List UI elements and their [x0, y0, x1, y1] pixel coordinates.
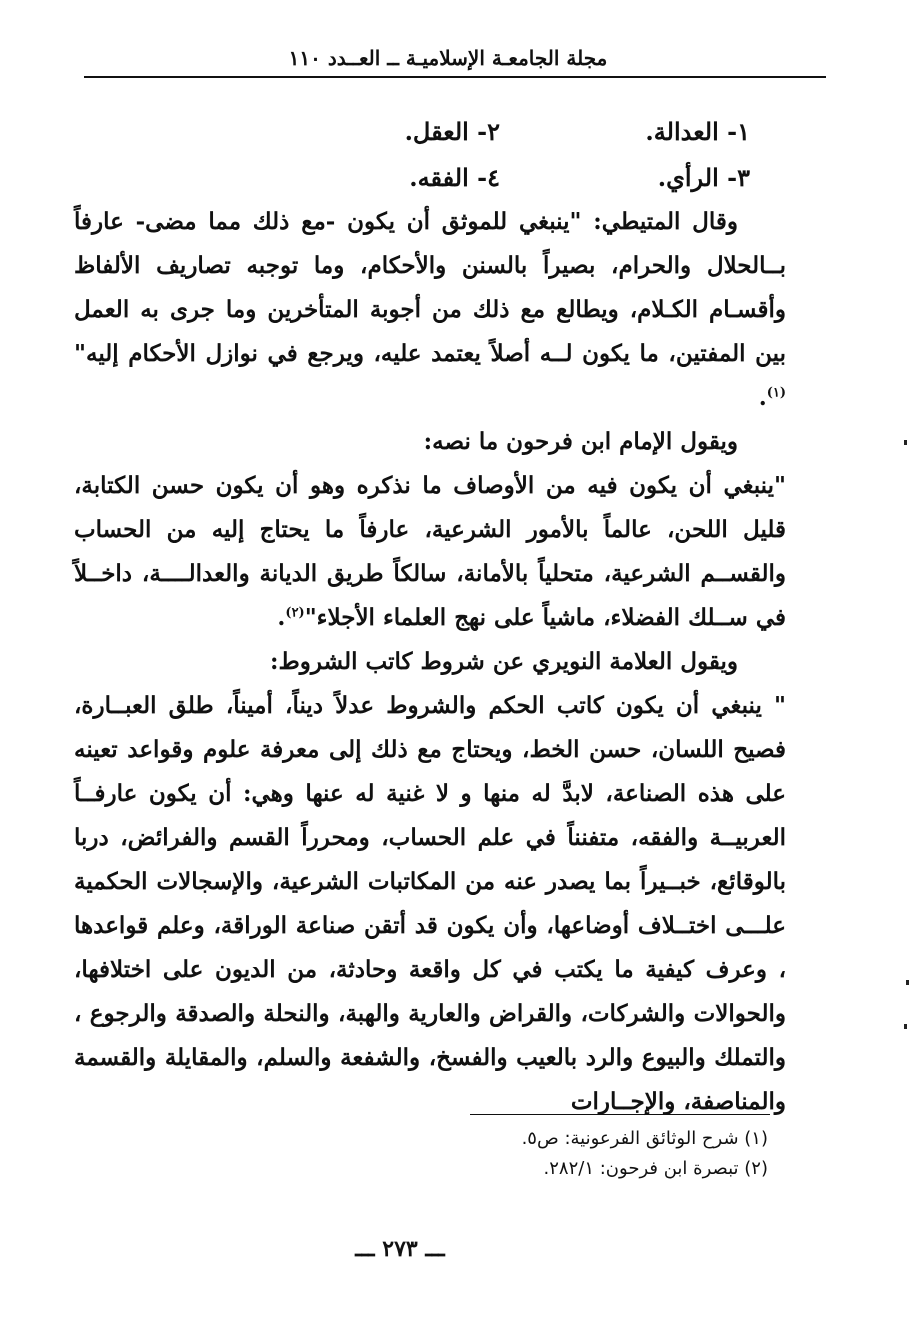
list-item-3: ٣- الرأي. — [657, 163, 750, 192]
footnote-divider — [470, 1114, 770, 1115]
paragraph-ibn-farhun-quote: "ينبغي أن يكون فيه من الأوصاف ما نذكره وهو أن يكون حسن الكتابة، قليل اللحن، عالماً بالأمور الشرعية، عارفاً ما يحتاج إليه من الحساب والقســم الشرعية، متحلياً بالأمانة، سالكاً طريق الديانة والعدالــــة، داخــلاً في ســلك الفضلاء، ماشياً على نهج العلماء الأجلاء"$^{(٢)}$. — [74, 472, 786, 631]
running-header: مجلة الجامعـة الإسلاميـة ــ العــدد ١١٠ — [288, 46, 608, 70]
paragraph-nuwayri-intro: ويقول العلامة النويري عن شروط كاتب الشروط: — [270, 648, 738, 675]
paragraph-ibn-farhun-intro: ويقول الإمام ابن فرحون ما نصه: — [423, 428, 738, 455]
footnote-2: (٢) تبصرة ابن فرحون: ٢٨٢/١. — [543, 1158, 768, 1179]
header-divider — [84, 76, 826, 78]
list-item-4: ٤- الفقه. — [409, 163, 500, 192]
footnote-ref-1: (١) — [766, 385, 786, 401]
list-item-2: ٢- العقل. — [404, 117, 500, 146]
page-number: ـــ ٢٧٣ ـــ — [355, 1236, 445, 1262]
body-text — [74, 200, 786, 1124]
footnote-1: (١) شرح الوثائق الفرعونية: ص٥. — [521, 1128, 768, 1149]
footnotes — [208, 1124, 768, 1184]
scan-speck — [904, 440, 907, 445]
scan-speck — [906, 980, 909, 985]
paragraph-nuwayri-quote: " ينبغي أن يكون كاتب الحكم والشروط عدلاً ديناً، أميناً، طلق العبــارة، فصيح اللسان، حسن الخط، ويحتاج مع ذلك إلى معرفة علوم وقواعد تعينه على هذه الصناعة، لابدَّ له منها و لا غنية له عنها وهي: أن يكون عارفــاً العربيــة والفقه، متفنناً في علم الحساب، ومحرراً القسم والفرائض، دربا بالوقائع، خبــيراً بما يصدر عنه من المكاتبات الشرعية، والإسجالات الحكمية علـــى اختــلاف أوضاعها، وأن يكون قد أتقن صناعة الوراقة، وعلم قواعدها ، وعرف كيفية ما يكتب في كل واقعة وحادثة، من الديون على اختلافها، والحوالات والشركات، والقراض والعارية والهبة، والنحلة والصدقة والرجوع ، والتملك والبيوع والرد بالعيب والفسخ، والشفعة والسلم، والمقايلة والقسمة والمناصفة، والإجــارات — [74, 692, 786, 1115]
scan-speck — [904, 1024, 907, 1029]
list-item-1: ١- العدالة. — [645, 117, 750, 146]
paragraph-text: وقال المتيطي: "ينبغي للموثق أن يكون -مع ذلك مما مضى- عارفاً بــالحلال والحرام، بصيراً بالسنن والأحكام، وما توجبه تصاريف الألفاظ وأقسـام الكـلام، ويطالع مع ذلك من أجوبة المتأخرين وما جرى به العمل بين المفتين، ما يكون لــه أصلاً يعتمد عليه، ويرجع في نوازل الأحكام إليه" — [74, 208, 786, 367]
footnote-ref-2: (٢) — [285, 605, 305, 621]
paragraph-mutaiti: وقال المتيطي: "ينبغي للموثق أن يكون -مع ذلك مما مضى- عارفاً بــالحلال والحرام، بصيراً بالسنن والأحكام، وما توجبه تصاريف الألفاظ وأقسـام الكـلام، ويطالع مع ذلك من أجوبة المتأخرين وما جرى به العمل بين المفتين، ما يكون لــه أصلاً يعتمد عليه، ويرجع في نوازل الأحكام إليه"$^{(١)}$. — [74, 208, 786, 411]
paragraph-text: "ينبغي أن يكون فيه من الأوصاف ما نذكره وهو أن يكون حسن الكتابة، قليل اللحن، عالماً بالأمور الشرعية، عارفاً ما يحتاج إليه من الحساب والقســم الشرعية، متحلياً بالأمانة، سالكاً طريق الديانة والعدالــــة، داخــلاً في ســلك الفضلاء، ماشياً على نهج العلماء الأجلاء" — [74, 472, 786, 631]
